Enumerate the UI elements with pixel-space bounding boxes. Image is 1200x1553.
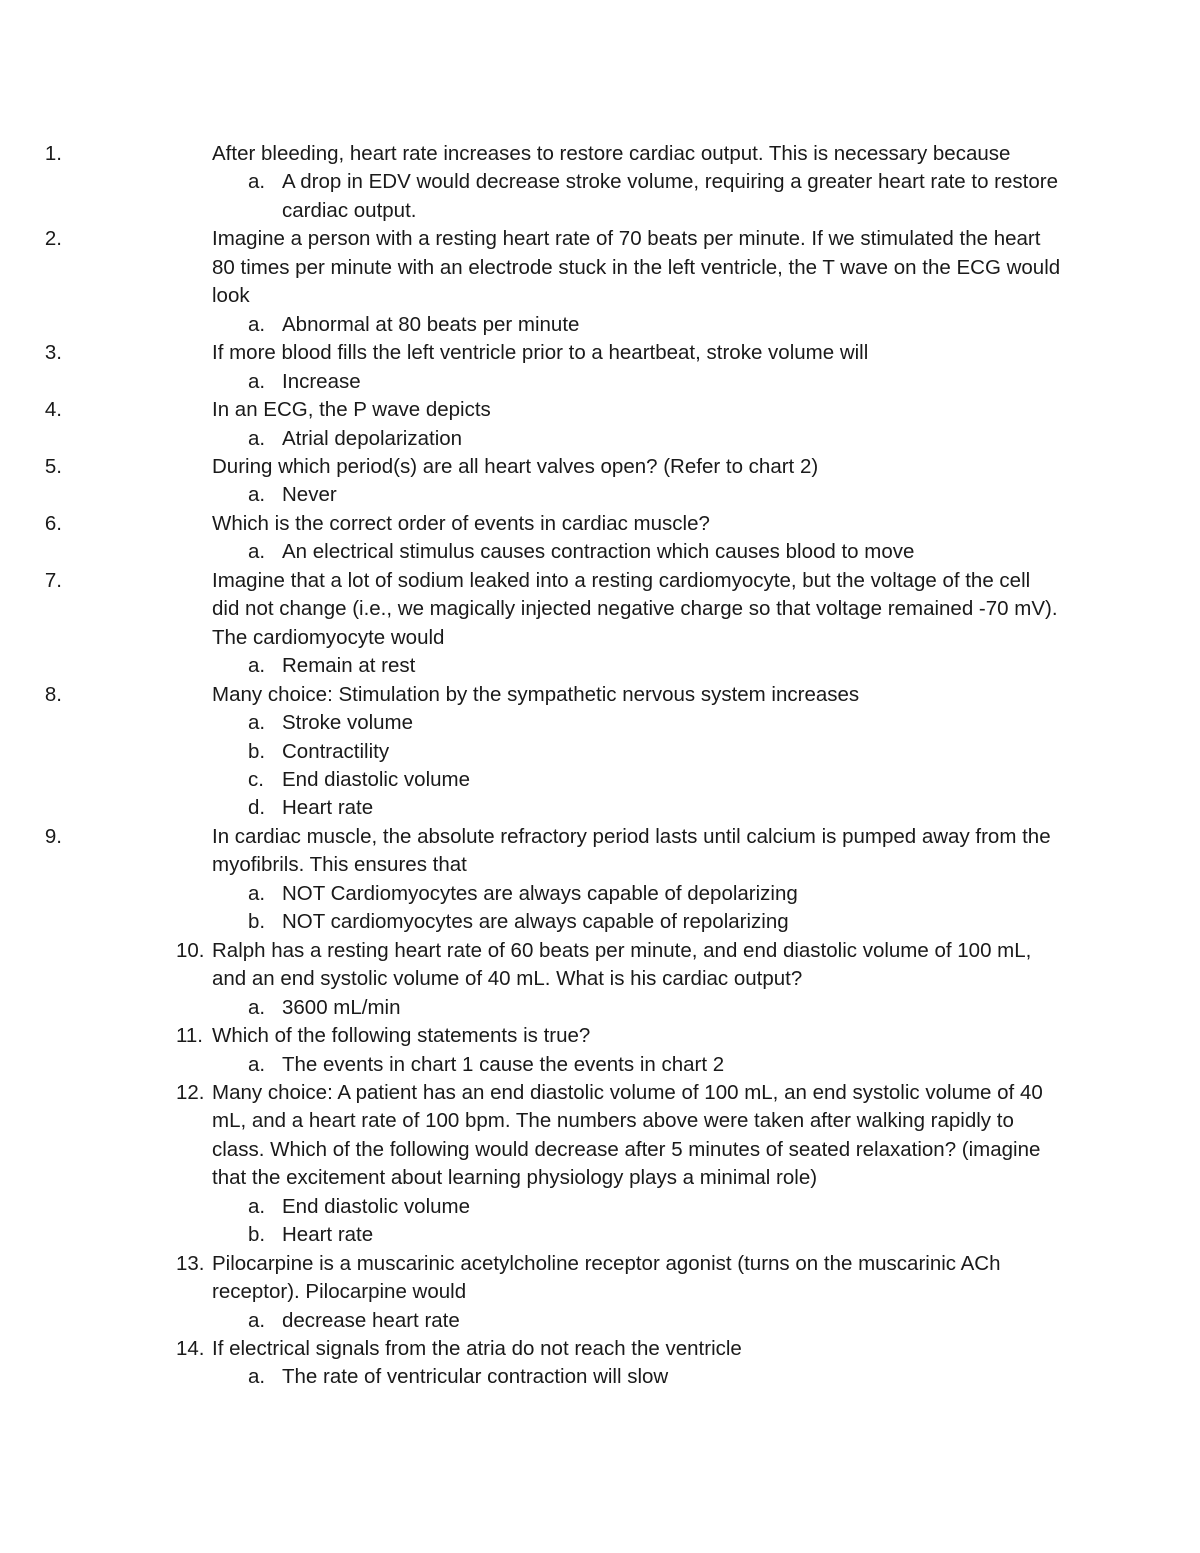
question-number: 12. [176,1080,205,1104]
answer-letter: a. [248,881,266,905]
answer-item [0,1051,1062,1079]
answer-letter: c. [248,767,264,791]
question-number: 14. [176,1337,205,1361]
answer-item [0,1307,1062,1335]
question-number: 7. [44,568,62,592]
answer-item [0,794,1062,822]
question-item [0,453,1062,481]
answer-letter: a. [248,1052,266,1076]
question-item [0,510,1062,538]
answer-text: 3600 mL/min [282,995,401,1019]
question-item [0,1022,1062,1050]
answer-item [0,766,1062,794]
question-item [0,823,1062,880]
answer-item [0,738,1062,766]
answer-item [0,368,1062,396]
answer-item [0,311,1062,339]
question-number: 5. [44,454,62,478]
question-number: 2. [44,227,62,251]
question-text: Many choice: A patient has an end diastolic volume of 100 mL, an end systolic volume of 40 mL, and a heart rate of 100 bpm. The numbers above were taken after walking rapidly to class. Which of the following would decrease after 5 minutes of seated relaxation? (imagine that the excitement about learning physiology plays a minimal role) [212,1080,1043,1190]
answer-text: Heart rate [282,796,374,820]
answer-item [0,1363,1062,1391]
question-text: Imagine that a lot of sodium leaked into a resting cardiomyocyte, but the voltage of the cell did not change (i.e., we magically injected negative charge so that voltage remained -70 mV). The cardiomyocyte would [212,568,1058,649]
answer-letter: a. [248,711,266,735]
question-item [0,681,1062,709]
answer-text: Increase [282,369,361,393]
answer-letter: a. [248,1194,266,1218]
answer-letter: a. [248,170,266,194]
answer-letter: a. [248,312,266,336]
question-item [0,1079,1062,1193]
question-text: After bleeding, heart rate increases to restore cardiac output. This is necessary because [212,142,1011,165]
question-number: 10. [176,938,205,962]
question-item [0,396,1062,424]
answer-item [0,880,1062,908]
question-item [0,225,1062,310]
question-text: Which is the correct order of events in cardiac muscle? [212,511,710,535]
answer-letter: a. [248,1308,266,1332]
answer-letter: b. [248,739,266,763]
question-text: In an ECG, the P wave depicts [212,398,491,422]
question-text: If more blood fills the left ventricle prior to a heartbeat, stroke volume will [212,341,869,365]
question-number: 4. [44,398,62,422]
answer-item [0,538,1062,566]
question-text: In cardiac muscle, the absolute refractory period lasts until calcium is pumped away from the myofibrils. This ensures that [212,824,1051,877]
answer-text: An electrical stimulus causes contraction which causes blood to move [282,540,915,564]
answer-text: NOT Cardiomyocytes are always capable of depolarizing [282,881,798,905]
answer-text: A drop in EDV would decrease stroke volume, requiring a greater heart rate to restore cardiac output. [282,170,1058,222]
answer-text: Atrial depolarization [282,426,463,450]
answer-text: decrease heart rate [282,1308,460,1332]
answer-letter: d. [248,796,266,820]
question-text: Which of the following statements is true? [212,1024,591,1048]
answer-text: Abnormal at 80 beats per minute [282,312,580,336]
answer-item [0,652,1062,680]
answer-text: The events in chart 1 cause the events in chart 2 [282,1052,725,1076]
question-item [0,1250,1062,1307]
answer-letter: a. [248,540,266,564]
answer-letter: a. [248,995,266,1019]
question-number: 9. [44,824,62,848]
answer-item [0,994,1062,1022]
answer-item [0,908,1062,936]
answer-item [0,709,1062,737]
question-number: 11. [176,1024,203,1048]
answer-text: NOT cardiomyocytes are always capable of repolarizing [282,910,789,934]
question-item [0,937,1062,994]
question-item [0,140,1062,168]
answer-letter: a. [248,426,266,450]
question-item [0,1335,1062,1363]
answer-text: Heart rate [282,1223,374,1247]
answer-text: End diastolic volume [282,1194,471,1218]
answer-letter: a. [248,654,266,678]
question-text: Pilocarpine is a muscarinic acetylcholine receptor agonist (turns on the muscarinic ACh receptor). Pilocarpine would [212,1251,1001,1304]
question-number: 6. [44,511,62,535]
answer-letter: a. [248,483,266,507]
answer-item [0,1221,1062,1249]
answer-item [0,1193,1062,1221]
answer-letter: a. [248,1365,266,1389]
answer-letter: b. [248,910,266,934]
answer-item [0,425,1062,453]
question-number: 1. [44,142,62,165]
question-list [0,140,1200,1392]
answer-text: Stroke volume [282,711,414,735]
question-text: During which period(s) are all heart valves open? (Refer to chart 2) [212,454,819,478]
answer-text: End diastolic volume [282,767,471,791]
question-text: Many choice: Stimulation by the sympathetic nervous system increases [212,682,860,706]
answer-text: The rate of ventricular contraction will slow [282,1365,669,1389]
answer-text: Never [282,483,337,507]
question-text: If electrical signals from the atria do not reach the ventricle [212,1337,742,1361]
answer-text: Remain at rest [282,654,416,678]
question-text: Imagine a person with a resting heart rate of 70 beats per minute. If we stimulated the heart 80 times per minute with an electrode stuck in the left ventricle, the T wave on the ECG would look [212,227,1061,308]
question-item [0,339,1062,367]
answer-item [0,168,1062,225]
answer-text: Contractility [282,739,390,763]
answer-item [0,481,1062,509]
question-item [0,567,1062,652]
question-text: Ralph has a resting heart rate of 60 beats per minute, and end diastolic volume of 100 mL, and an end systolic volume of 40 mL. What is his cardiac output? [212,938,1032,991]
question-number: 3. [44,341,62,365]
answer-letter: b. [248,1223,266,1247]
question-number: 13. [176,1251,205,1275]
answer-letter: a. [248,369,266,393]
question-number: 8. [44,682,62,706]
